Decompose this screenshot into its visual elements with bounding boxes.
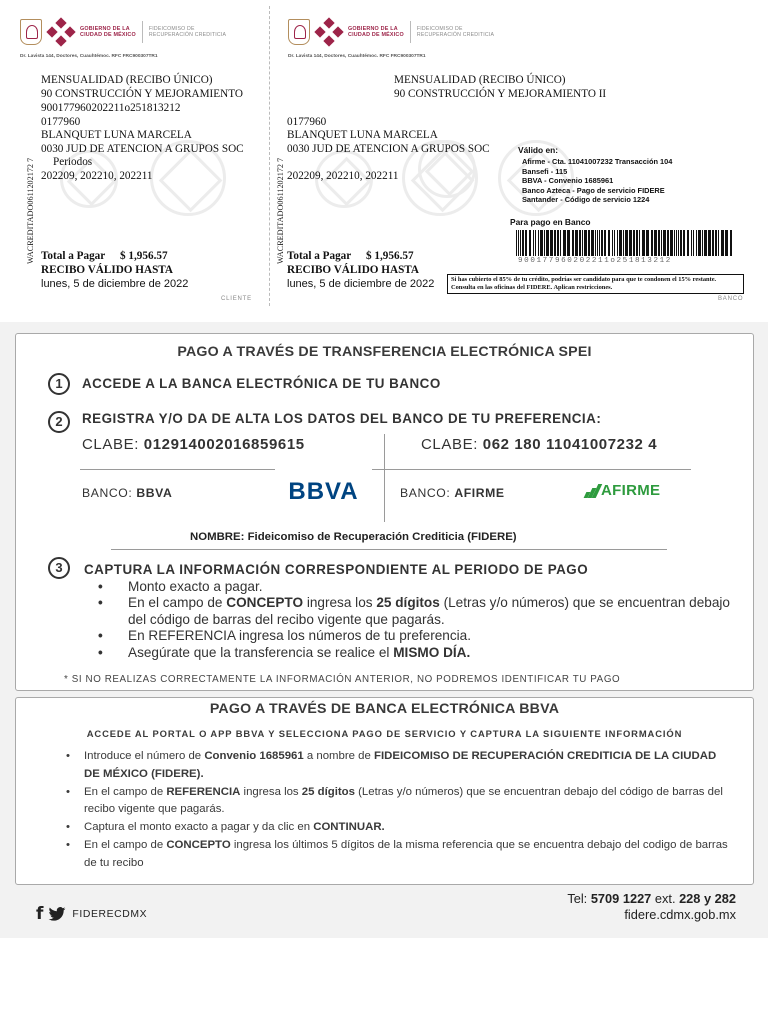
barcode-bar [518,230,519,256]
barcode-bar [691,230,692,256]
valid-until-label: RECIBO VÁLIDO HASTA [287,264,419,276]
barcode-bar [658,230,660,256]
valid-bank-item: BBVA - Convenio 1685961 [522,176,614,186]
barcode-bar [614,230,615,256]
coupon-header [288,16,494,48]
valid-bank-item: Afirme - Cta. 11041007232 Transacción 104 [522,157,673,166]
bank-bbva: BANCO: BBVA [82,486,173,500]
barcode-bar [582,230,583,256]
bank-coupon [270,0,768,312]
valid-banks [518,145,672,205]
barcode-bar [595,230,596,256]
bank-afirme: BANCO: AFIRME [400,486,505,500]
barcode-bar [597,230,598,256]
barcode-bar [522,230,524,256]
valid-until-date: lunes, 5 de diciembre de 2022 [287,278,435,290]
valid-bank-item: Bansefi - 115 [522,166,568,176]
program-name: 90 CONSTRUCCIÓN Y MEJORAMIENTO [41,88,243,100]
account-number: 0177960 [41,116,81,128]
account-number: 0177960 [287,116,327,128]
holder-name: BLANQUET LUNA MARCELA [287,129,438,141]
numbered-circle-icon: 1 [48,373,70,395]
clabe-afirme: CLABE: 062 180 11041007232 4 [421,436,658,453]
barcode-bar [667,230,669,256]
barcode-bar [698,230,701,256]
barcode-bar [584,230,587,256]
vertical-code: WACREDITADO0611202172 7 [276,157,285,264]
organization-name: FIDEICOMISO DE RECUPERACIÓN CREDITICIA [148,25,227,38]
bbva-steps-list [64,748,734,873]
barcode-bar [612,230,613,256]
barcode-bar [601,230,603,256]
barcode-bar [525,230,527,256]
discount-notice: Si has cubierto el 85% de tu crédito, podrías ser candidato para que te condonen el 15% restante. Consulta en las oficinas del FIDERE. Aplican restricciones. [447,274,744,294]
list-item: • Monto exacto a pagar. [98,579,738,595]
copy-label: CLIENTE [221,296,252,302]
step-3-text: CAPTURA LA INFORMACIÓN CORRESPONDIENTE AL PERIODO DE PAGO [84,562,589,577]
contact-info [567,891,736,923]
barcode-bar [625,230,628,256]
bbva-logo: BBVA [275,466,372,518]
barcode-bar [708,230,711,256]
barcode-bar [696,230,697,256]
barcode-bar [572,230,574,256]
program-name: 90 CONSTRUCCIÓN Y MEJORAMIENTO II [394,88,607,100]
holder-name: BLANQUET LUNA MARCELA [41,129,192,141]
list-item: • En el campo de CONCEPTO ingresa los últimos 5 dígitos de la misma referencia que se encuentra debajo del codigo de barras de tu recibo [64,837,734,873]
office-name: 0030 JUD DE ATENCION A GRUPOS SOC [287,143,490,155]
barcode-bar [629,230,632,256]
list-item: • En el campo de CONCEPTO ingresa los 25 dígitos (Letras y/o números) que se encuentran debajo del código de barras del recibo vigente que pagarás. [98,595,738,628]
facebook-icon[interactable]: f [36,904,44,924]
periods-list: 202209, 202210, 202211 [287,170,399,182]
payment-reference: 900177960202211o251813212 [41,102,181,114]
barcode-bar [718,230,719,256]
address: Dr. Lavista 144, Doctores, Cuauhtémoc. RFC FRC900307TR1 [288,54,426,59]
list-item: • Captura el monto exacto a pagar y da clic en CONTINUAR. [64,819,734,837]
government-shield-icon [20,19,42,45]
barcode-bar [623,230,624,256]
bbva-title: PAGO A TRAVÉS DE BANCA ELECTRÓNICA BBVA [209,701,560,717]
barcode-bar [730,230,732,256]
bbva-instructions-panel [15,697,754,885]
bbva-subtitle: ACCEDE AL PORTAL O APP BBVA Y SELECCIONA PAGO DE SERVICIO Y CAPTURA LA SIGUIENTE INFORMACIÓN [86,728,683,739]
barcode-number: 900177960202211o251813212 [518,257,672,265]
list-item: • En el campo de REFERENCIA ingresa los 25 dígitos (Letras y/o números) que se encuentran debajo del código de barras del recibo vigente que pagarás. [64,784,734,820]
government-shield-icon [288,19,310,45]
barcode-bar [725,230,728,256]
warning-note: * SI NO REALIZAS CORRECTAMENTE LA INFORMACIÓN ANTERIOR, NO PODREMOS IDENTIFICAR TU PAGO [64,674,621,685]
total-label: Total a Pagar [287,250,352,262]
valid-bank-item: Santander - Código de servicio 1224 [522,195,650,205]
payment-concept: MENSUALIDAD (RECIBO ÚNICO) [41,74,213,86]
barcode-bar [670,230,673,256]
barcode-bar [533,230,534,256]
barcode-bar [651,230,653,256]
barcode-bar [591,230,594,256]
payment-receipt [0,0,768,322]
barcode-bar [639,230,640,256]
bank-pay-label: Para pago en Banco [510,217,591,227]
barcode-bar [636,230,638,256]
barcode-bar [693,230,694,256]
copy-label: BANCO [718,296,744,302]
list-item: • Asegúrate que la transferencia se realice el MISMO DÍA. [98,645,738,661]
barcode-bar [546,230,549,256]
valid-until-date: lunes, 5 de diciembre de 2022 [41,278,189,290]
account-holder-name: NOMBRE: Fideicomiso de Recuperación Crediticia (FIDERE) [190,531,517,543]
numbered-circle-icon: 2 [48,411,70,433]
barcode-bar [619,230,622,256]
cdmx-logo-icon [316,19,342,45]
barcode-bar [575,230,578,256]
barcode-bar [680,230,682,256]
barcode-bar [687,230,689,256]
barcode-bar [704,230,707,256]
barcode-bar [557,230,559,256]
barcode-bar [702,230,703,256]
government-name: GOBIERNO DE LA CIUDAD DE MÉXICO [80,25,136,38]
total-label: Total a Pagar [41,250,106,262]
barcode-bar [579,230,581,256]
barcode-bar [642,230,645,256]
barcode-bar [715,230,717,256]
barcode-bar [654,230,657,256]
valid-until-label: RECIBO VÁLIDO HASTA [41,264,173,276]
government-name: GOBIERNO DE LA CIUDAD DE MÉXICO [348,25,404,38]
step-2-text: REGISTRA Y/O DA DE ALTA LOS DATOS DEL BANCO DE TU PREFERENCIA: [82,411,602,426]
clabe-bbva-number: 012914002016859615 [143,436,305,453]
barcode-bar [676,230,677,256]
clabe-bbva: CLABE: 012914002016859615 [82,436,305,453]
valid-banks-title: Válido en: [518,145,559,155]
social-handle[interactable]: FIDERECDMX [72,908,148,920]
periods-label: Periodos [53,156,93,168]
barcode [516,230,734,256]
spei-instructions-panel [15,333,754,691]
barcode-bar [560,230,561,256]
address: Dr. Lavista 144, Doctores, Cuauhtémoc. RFC FRC900307TR1 [20,54,158,59]
barcode-bar [535,230,536,256]
afirme-mark-icon [583,484,599,498]
barcode-bar [588,230,590,256]
clabe-afirme-number: 062 180 11041007232 4 [482,436,658,453]
total-amount: $ 1,956.57 [120,250,168,262]
twitter-icon[interactable] [48,907,66,921]
website-link[interactable]: fidere.cdmx.gob.mx [624,907,736,922]
barcode-bar [663,230,666,256]
barcode-bar [538,230,539,256]
vertical-code: WACREDITADO0611202172 7 [26,157,35,264]
barcode-bar [674,230,675,256]
barcode-bar [646,230,649,256]
client-coupon [0,0,268,312]
barcode-bar [604,230,606,256]
barcode-bar [633,230,635,256]
cdmx-logo-icon [48,19,74,45]
barcode-bar [599,230,600,256]
afirme-logo: AFIRME [583,482,660,499]
barcode-bar [661,230,662,256]
step-1-text: ACCEDE A LA BANCA ELECTRÓNICA DE TU BANCO [82,376,441,391]
organization-name: FIDEICOMISO DE RECUPERACIÓN CREDITICIA [416,25,495,38]
barcode-bar [554,230,556,256]
barcode-bar [550,230,553,256]
barcode-bar [567,230,570,256]
barcode-bar [721,230,724,256]
barcode-bar [683,230,685,256]
coupon-header [20,16,226,48]
social-links [36,904,147,924]
step-3-list [98,579,738,661]
spei-title: PAGO A TRAVÉS DE TRANSFERENCIA ELECTRÓNICA SPEI [177,344,592,360]
payment-concept: MENSUALIDAD (RECIBO ÚNICO) [394,74,566,86]
numbered-circle-icon: 3 [48,557,70,579]
barcode-bar [678,230,679,256]
valid-bank-item: Banco Azteca - Pago de servicio FIDERE [522,185,665,195]
barcode-bar [529,230,531,256]
barcode-bar [544,230,545,256]
office-name: 0030 JUD DE ATENCION A GRUPOS SOC [41,143,244,155]
total-amount: $ 1,956.57 [366,250,414,262]
barcode-bar [617,230,618,256]
list-item: • Introduce el número de Convenio 1685961 a nombre de FIDEICOMISO DE RECUPERACIÓN CREDITICIA DE LA CIUDAD DE MÉXICO (FIDERE). [64,748,734,784]
barcode-bar [520,230,521,256]
barcode-bar [540,230,543,256]
barcode-bar [563,230,566,256]
barcode-bar [516,230,517,256]
phone-number: Tel: 5709 1227 ext. 228 y 282 [567,891,736,906]
list-item: • En REFERENCIA ingresa los números de tu preferencia. [98,628,738,644]
barcode-bar [608,230,610,256]
periods-list: 202209, 202210, 202211 [41,170,153,182]
barcode-bar [712,230,714,256]
